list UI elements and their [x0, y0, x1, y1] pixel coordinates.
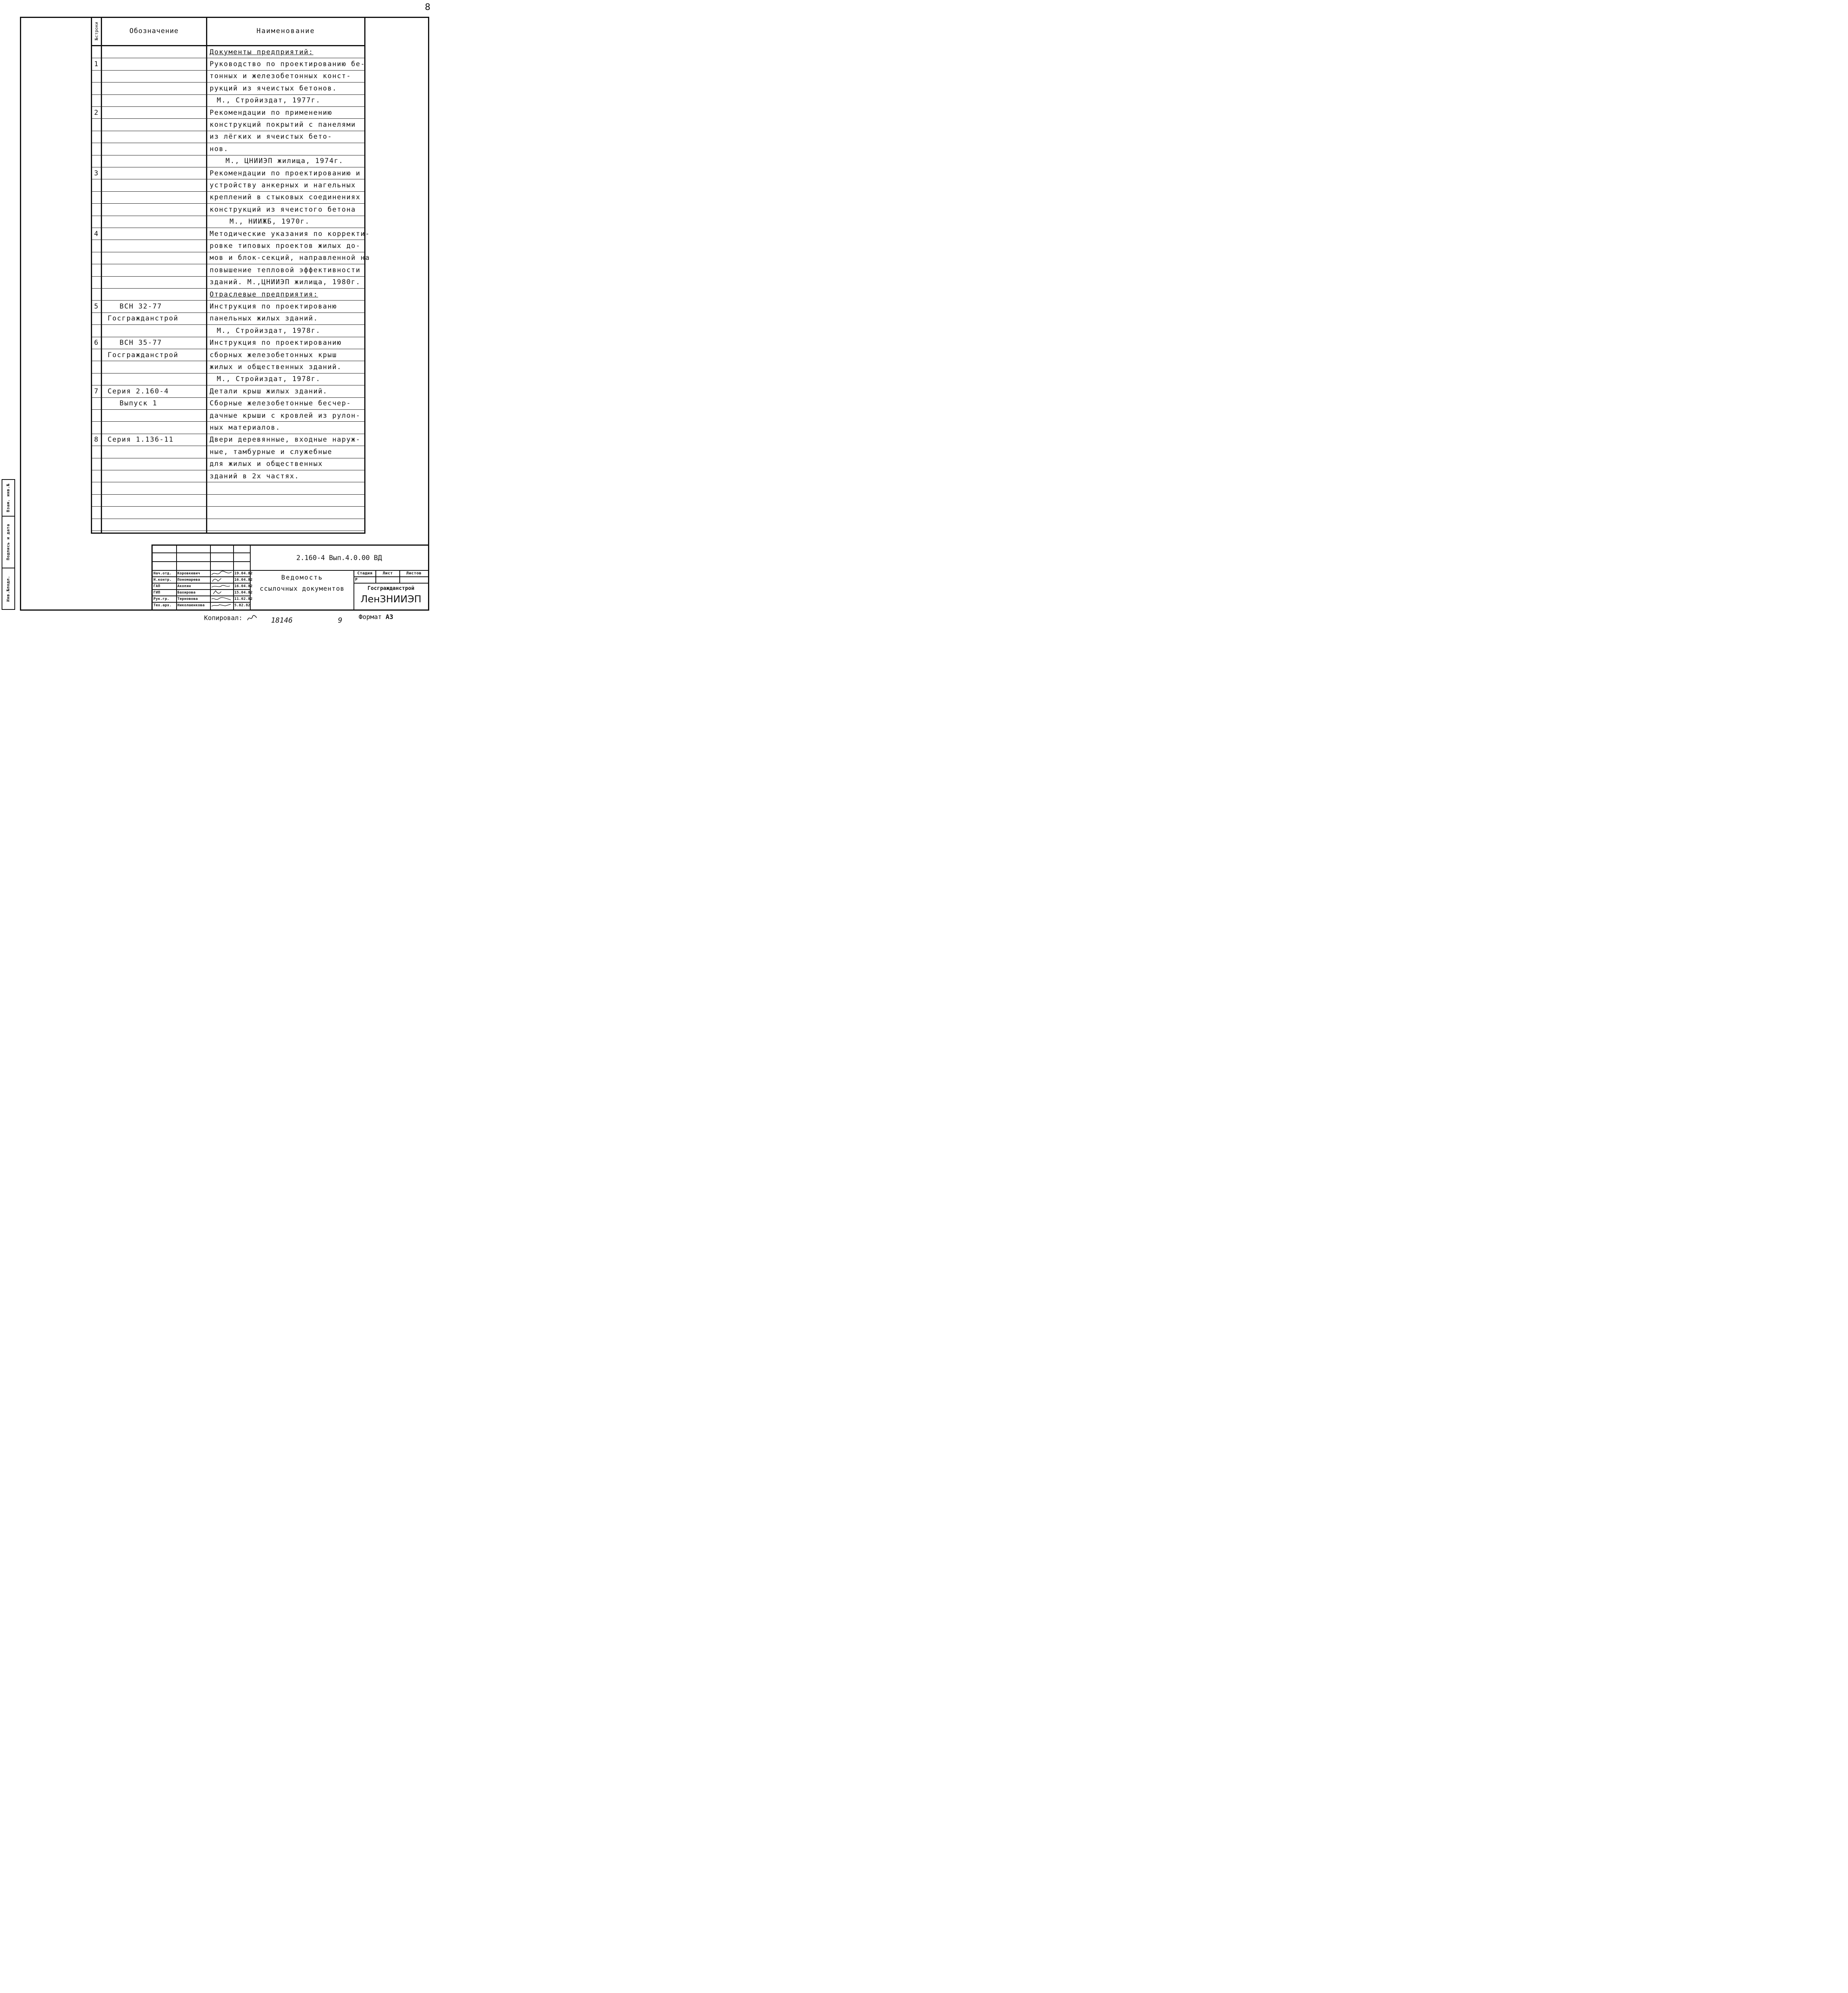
- table-row: [92, 337, 364, 349]
- row-name: Двери деревянные, входные наруж-: [210, 436, 361, 444]
- row-name: повышение тепловой эффективности: [210, 266, 361, 274]
- row-name: креплений в стыковых соединениях: [210, 193, 361, 202]
- row-name: тонных и железобетонных конст-: [210, 72, 352, 81]
- side-label-signature: Подпись и дата: [6, 524, 11, 560]
- signature-role: Рук.гр.: [153, 597, 170, 601]
- row-name: Документы предприятий:: [210, 48, 314, 56]
- row-designation: [102, 410, 206, 421]
- table-row: [92, 95, 364, 107]
- table-row: [92, 531, 364, 543]
- signature-role: Н.контр.: [153, 578, 172, 582]
- row-name: из лёгких и ячеистых бето-: [210, 133, 332, 141]
- row-number: [92, 482, 101, 494]
- row-designation: [102, 107, 206, 118]
- handwritten-signature: [211, 590, 233, 596]
- table-row: [92, 361, 364, 373]
- row-number: 8: [94, 436, 99, 444]
- row-number: 4: [94, 230, 99, 238]
- row-designation: [102, 531, 206, 543]
- row-number: [92, 422, 101, 433]
- document-title-2: ссылочных документов: [259, 585, 345, 592]
- row-designation: [102, 46, 206, 58]
- row-number: [92, 192, 101, 203]
- row-designation: Выпуск 1: [120, 399, 157, 408]
- signature-date: 5.02.82: [234, 603, 251, 607]
- table-row: [92, 204, 364, 216]
- row-designation: [102, 131, 206, 143]
- page-number: 8: [425, 2, 430, 12]
- table-row: [92, 458, 364, 470]
- row-number: [92, 46, 101, 58]
- table-row: [92, 313, 364, 325]
- row-number: [92, 216, 101, 228]
- row-name: ровке типовых проектов жилых до-: [210, 242, 361, 250]
- signature-date: 16.04.82: [234, 584, 253, 588]
- table-row: [92, 228, 370, 240]
- table-row: [92, 71, 364, 83]
- row-designation: ВСН 35-77: [120, 339, 162, 347]
- table-row: [92, 277, 364, 289]
- organization-ministry: Госгражданстрой: [367, 586, 414, 592]
- row-designation: ВСН 32-77: [120, 303, 162, 311]
- row-designation: [102, 264, 206, 276]
- header-num-cell: [92, 17, 101, 45]
- stage-header: Стадия: [357, 571, 373, 576]
- row-designation: [102, 482, 206, 494]
- signature-name: Бахирова: [177, 591, 196, 595]
- row-name: Отраслевые предприятия:: [210, 290, 318, 299]
- row-designation: [102, 361, 206, 373]
- table-row: [92, 373, 364, 385]
- row-name: М., Стройиздат, 1978г.: [217, 326, 321, 335]
- table-row: [92, 482, 364, 494]
- row-name: жилых и общественных зданий.: [210, 363, 342, 371]
- table-row: [92, 58, 364, 70]
- row-designation: [102, 325, 206, 336]
- table-row: [92, 131, 364, 143]
- row-designation: [102, 179, 206, 191]
- row-designation: [102, 422, 206, 433]
- row-designation: [102, 119, 206, 130]
- row-number: [92, 470, 101, 482]
- row-name: [207, 531, 364, 543]
- table-row: [92, 398, 364, 410]
- row-name: зданий в 2х частях.: [210, 472, 299, 480]
- organization-institute: ЛенЗНИИЭП: [360, 594, 422, 605]
- row-name: Методические указания по корректи-: [210, 230, 370, 238]
- row-designation: [102, 470, 206, 482]
- side-label-replacement: Взам. инв.№: [6, 484, 11, 512]
- row-number: [92, 119, 101, 130]
- table-row: [92, 83, 364, 94]
- table-row: [92, 252, 370, 264]
- row-number: [92, 361, 101, 373]
- table-row: [92, 301, 364, 313]
- table-row: [92, 167, 364, 179]
- table-row: [92, 240, 364, 252]
- header-num: №строки: [94, 22, 99, 40]
- row-name: ные, тамбурные и служебные: [210, 448, 332, 456]
- reference-table: [91, 17, 370, 534]
- row-number: [92, 240, 101, 252]
- row-number: [92, 313, 101, 324]
- table-row: [92, 349, 364, 361]
- row-name: Сборные железобетонные бесчер-: [210, 399, 352, 408]
- handwritten-signature: [211, 603, 233, 608]
- row-number: [92, 131, 101, 143]
- row-designation: [102, 240, 206, 252]
- table-row: [92, 192, 364, 204]
- row-name: Руководство по проектированию бе-: [210, 60, 365, 69]
- row-designation: Серия 1.136-11: [108, 436, 174, 444]
- row-designation: [102, 192, 206, 203]
- row-name: М., Стройиздат, 1977г.: [217, 96, 321, 105]
- row-number: [92, 204, 101, 215]
- row-name: панельных жилых зданий.: [210, 314, 318, 323]
- side-cell-replacement: [2, 480, 14, 517]
- signature-name: Николаенкова: [177, 603, 205, 607]
- format-label: Формат: [359, 613, 382, 621]
- row-number: [92, 398, 101, 409]
- side-cell-signature: [2, 517, 14, 568]
- signature-name: Пономарева: [177, 578, 200, 582]
- row-number: [92, 155, 101, 167]
- table-row: [92, 519, 364, 531]
- row-designation: [102, 83, 206, 94]
- side-stamp: [2, 479, 15, 610]
- row-name: рукций из ячеистых бетонов.: [210, 84, 337, 92]
- table-row: [92, 422, 364, 434]
- signature-date: 11.02.82: [234, 597, 253, 601]
- table-row: [92, 470, 364, 482]
- row-number: 3: [94, 169, 99, 177]
- signature-date: 15.04.82: [234, 591, 253, 595]
- side-label-inventory: Инв.№подл.: [6, 576, 11, 602]
- header-name: Наименование: [256, 27, 315, 35]
- document-code: 2.160-4 Вып.4.0.00 ВД: [296, 554, 382, 562]
- footer-inventory-number: 18146: [271, 616, 293, 625]
- row-designation: [102, 507, 206, 518]
- row-name: мов и блок-секций, направленной на: [210, 254, 370, 262]
- signature-role: Тех.арх.: [153, 603, 172, 607]
- row-number: [92, 83, 101, 94]
- row-number: [92, 373, 101, 385]
- handwritten-signature: [211, 577, 233, 583]
- row-designation: Госгражданстрой: [108, 314, 179, 323]
- row-number: [92, 325, 101, 336]
- row-name: Рекомендации по применению: [210, 108, 332, 117]
- row-designation: [102, 277, 206, 288]
- row-designation: [102, 204, 206, 215]
- table-row: [92, 495, 364, 507]
- document-title-1: Ведомость: [281, 574, 323, 581]
- table-row: [92, 216, 364, 228]
- table-row: [92, 119, 364, 131]
- row-number: [92, 71, 101, 82]
- table-row: [92, 410, 364, 422]
- row-number: [92, 264, 101, 276]
- table-header: [92, 17, 364, 46]
- copier-signature: [246, 614, 258, 623]
- row-designation: [102, 228, 206, 240]
- row-name: дачные крыши с кровлей из рулон-: [210, 411, 361, 420]
- signature-name: Коровкевич: [177, 572, 200, 576]
- row-number: [92, 179, 101, 191]
- row-designation: [102, 495, 206, 506]
- signature-role: ГИП: [153, 591, 161, 595]
- table-row: [92, 289, 364, 301]
- signature-name: Терновова: [177, 597, 198, 601]
- row-name: Инструкция по проектированю: [210, 303, 337, 311]
- row-name: ных материалов.: [210, 424, 281, 432]
- row-number: [92, 349, 101, 361]
- table-row: [92, 107, 364, 119]
- row-designation: [102, 155, 206, 167]
- row-designation: [102, 216, 206, 228]
- table-row: [92, 434, 364, 446]
- row-name: [207, 519, 364, 531]
- stage-value: Р: [355, 578, 358, 582]
- row-name: сборных железобетонных крыш: [210, 351, 337, 359]
- signature-date: 19.04.82: [234, 572, 253, 576]
- row-number: [92, 458, 101, 470]
- row-number: 1: [94, 60, 99, 69]
- footer-sheet-number: 9: [338, 616, 342, 625]
- table-row: [92, 264, 364, 276]
- footer-copied: [204, 614, 258, 623]
- row-name: для жилых и общественных: [210, 460, 323, 468]
- row-designation: [102, 519, 206, 531]
- row-designation: [102, 143, 206, 155]
- row-designation: Серия 2.160-4: [108, 387, 169, 395]
- row-number: [92, 410, 101, 421]
- row-number: [92, 446, 101, 458]
- row-designation: [102, 167, 206, 179]
- row-name: Детали крыш жилых зданий.: [210, 387, 328, 395]
- row-name: [207, 495, 364, 506]
- row-number: [92, 531, 101, 543]
- row-name: М., НИИЖБ, 1970г.: [230, 218, 310, 226]
- handwritten-signature: [211, 571, 233, 576]
- table-row: [92, 385, 364, 397]
- row-name: М., Стройиздат, 1978г.: [217, 375, 321, 383]
- format-value: А3: [385, 613, 393, 621]
- row-number: [92, 289, 101, 300]
- row-designation: Госгражданстрой: [108, 351, 179, 359]
- row-name: конструкций из ячеистого бетона: [210, 205, 356, 214]
- sheet-header: Лист: [383, 571, 393, 576]
- row-number: [92, 252, 101, 264]
- side-cell-inventory: [2, 568, 14, 609]
- row-designation: [102, 289, 206, 300]
- row-number: [92, 277, 101, 288]
- row-number: 2: [94, 108, 99, 117]
- row-number: 6: [94, 339, 99, 347]
- row-designation: [102, 95, 206, 106]
- table-row: [92, 446, 364, 458]
- row-number: [92, 519, 101, 531]
- table-row: [92, 143, 364, 155]
- row-number: [92, 495, 101, 506]
- row-number: [92, 507, 101, 518]
- row-designation: [102, 58, 206, 70]
- signature-date: 16.04.82: [234, 578, 253, 582]
- title-block: [151, 544, 429, 611]
- row-name: [207, 482, 364, 494]
- table-row: [92, 155, 364, 167]
- table-row: [92, 325, 364, 337]
- signature-role: ГАП: [153, 584, 161, 588]
- row-designation: [102, 446, 206, 458]
- row-name: М., ЦНИИЭП жилища, 1974г.: [226, 157, 344, 165]
- row-name: Рекомендации по проектированию и: [210, 169, 361, 177]
- row-designation: [102, 458, 206, 470]
- copied-label: Копировал:: [204, 614, 243, 622]
- row-designation: [102, 71, 206, 82]
- row-number: [92, 143, 101, 155]
- row-name: устройству анкерных и нагельных: [210, 181, 356, 190]
- signature-role: Нач.отд.: [153, 572, 172, 576]
- table-row: [92, 46, 364, 58]
- footer-format: [359, 613, 393, 621]
- handwritten-signature: [211, 596, 233, 602]
- row-designation: [102, 373, 206, 385]
- row-name: конструкций покрытий с панелями: [210, 121, 356, 129]
- signature-name: Акопян: [177, 584, 191, 588]
- table-row: [92, 507, 364, 519]
- header-designation: Обозначение: [129, 27, 179, 35]
- handwritten-signature: [211, 584, 233, 589]
- row-name: зданий. М.,ЦНИИЭП жилища, 1980г.: [210, 278, 361, 287]
- row-number: 5: [94, 303, 99, 311]
- row-name: нов.: [210, 145, 229, 153]
- row-number: [92, 95, 101, 106]
- sheets-header: Листов: [406, 571, 422, 576]
- row-name: [207, 507, 364, 518]
- row-name: Инструкция по проектированию: [210, 339, 342, 347]
- row-number: 7: [94, 387, 99, 395]
- table-row: [92, 179, 364, 191]
- row-designation: [102, 252, 206, 264]
